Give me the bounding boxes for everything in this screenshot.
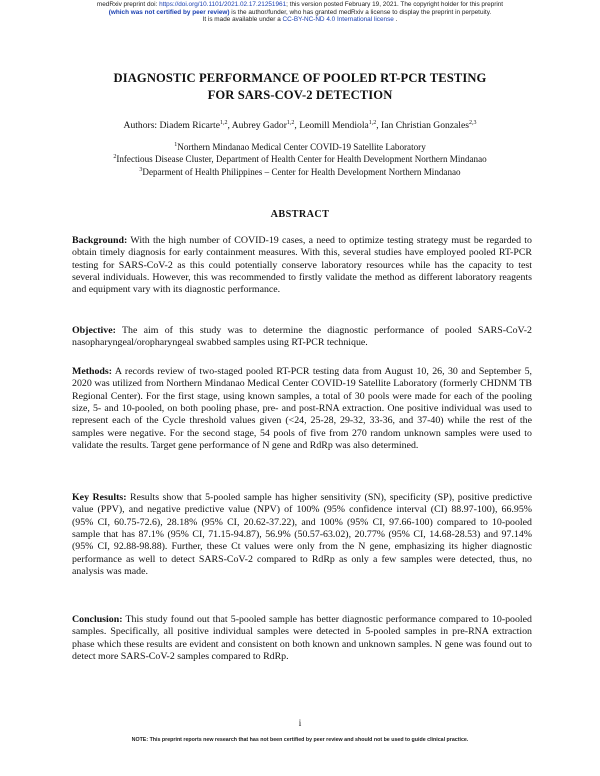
- affiliation-item: [40, 166, 560, 178]
- section-label: Conclusion:: [72, 614, 123, 625]
- title-line-2: FOR SARS-COV-2 DETECTION: [207, 88, 393, 102]
- preprint-footnote: NOTE: This preprint reports new research that has not been certified by peer review and should not be used to guide clinical practice.: [131, 737, 469, 743]
- section-label: Key Results:: [72, 492, 127, 503]
- section-text: The aim of this study was to determine the diagnostic performance of pooled SARS-CoV-2 nasopharyngeal/oropharyngeal swabbed samples using RT-PCR technique.: [72, 325, 532, 349]
- author-list: [40, 120, 560, 131]
- preprint-availability-text: It is made available under a: [202, 16, 283, 24]
- author-affiliation-sup: 2,3: [468, 119, 477, 126]
- license-link[interactable]: CC-BY-NC-ND 4.0 International license: [282, 16, 394, 24]
- section-text: This study found out that 5-pooled sample has better diagnostic performance compared to 10-pooled samples. Specifically, all positive individual samples were detected in 5-pooled samples in pre-RNA extraction phase which these results are evident and consistent on both known and unknown samples. N gene was found out to detect more SARS-CoV-2 samples compared to RdRp.: [72, 614, 532, 663]
- section-text: With the high number of COVID-19 cases, a need to optimize testing strategy must be regarded to obtain timely diagnosis for early containment measures. With this, several studies have employed pooled RT-PCR testing for SARS-CoV-2 as this could potentially conserve laboratory resources while has the capacity to test several individuals. However, this was recommended to firstly validate the method as different laboratory reagents and equipment vary with its diagnostic performance.: [72, 235, 532, 296]
- abstract-background: [72, 235, 532, 297]
- peer-review-notice: (which was not certified by peer review): [108, 8, 230, 16]
- author-name: Leomill Mendiola: [299, 120, 369, 131]
- abstract-conclusion: [72, 614, 532, 663]
- affiliation-number: 2: [113, 154, 117, 161]
- author-affiliation-sup: 1,2: [368, 119, 377, 126]
- title-line-1: DIAGNOSTIC PERFORMANCE OF POOLED RT-PCR TESTING: [113, 71, 487, 85]
- affiliation-item: [40, 153, 560, 165]
- preprint-notice: [0, 1, 600, 24]
- affiliation-text: Infectious Disease Cluster, Department of Health Center for Health Development Northern Mindanao: [116, 154, 487, 165]
- preprint-doi-prefix: medRxiv preprint doi:: [96, 1, 160, 8]
- abstract-objective: [72, 325, 532, 350]
- author-affiliation-sup: 1,2: [219, 119, 228, 126]
- abstract-key-results: [72, 492, 532, 578]
- author-name: Diadem Ricarte: [159, 120, 220, 131]
- doi-link[interactable]: https://doi.org/10.1101/2021.02.17.21251961: [159, 1, 287, 8]
- preprint-license-text: is the author/funder, who has granted medRxiv a license to display the preprint in perpetuity.: [229, 8, 492, 16]
- abstract-methods: [72, 366, 532, 452]
- authors-prefix: Authors:: [123, 120, 160, 131]
- affiliation-number: 1: [174, 141, 178, 148]
- author-affiliation-sup: 1,2: [286, 119, 295, 126]
- preprint-period: .: [393, 16, 398, 24]
- preprint-line-2: [0, 9, 600, 17]
- affiliation-text: Deparment of Health Philippines – Center for Health Development Northern Mindanao: [142, 166, 461, 177]
- author-separator: ,: [376, 120, 382, 131]
- author-name: Ian Christian Gonzales: [381, 120, 469, 131]
- preprint-copyright-text: ; this version posted February 19, 2021. The copyright holder for this preprint: [286, 1, 504, 8]
- affiliation-number: 3: [139, 166, 143, 173]
- preprint-line-3: [0, 16, 600, 24]
- preprint-line-1: [0, 1, 600, 9]
- author-separator: ,: [294, 120, 300, 131]
- section-text: A records review of two-staged pooled RT-PCR testing data from August 10, 26, 30 and September 5, 2020 was utilized from Northern Mindanao Medical Center COVID-19 Satellite Laboratory (formerly CHDNM TB Regional Center). For the first stage, using known samples, a total of 30 pools were made for each of the pooling size, 5- and 10-pooled, on both pooling phase, pre- and post-RNA extraction. One positive individual was used to represent each of the Cycle threshold values given (<24, 25-28, 29-32, 33-36, and 37-40) while the rest of the samples were negative. For the second stage, 54 pools of five from 270 random unknown samples were used to validate the results. Target gene performance of N gene and RdRp was also determined.: [72, 366, 532, 452]
- author-name: Aubrey Gador: [231, 120, 287, 131]
- author-separator: ,: [227, 120, 232, 131]
- section-label: Methods:: [72, 366, 113, 377]
- page-number: i: [298, 718, 302, 728]
- affiliation-item: [40, 141, 560, 153]
- section-label: Objective:: [72, 325, 116, 336]
- affiliation-text: Northern Mindanao Medical Center COVID-19 Satellite Laboratory: [177, 142, 426, 152]
- section-label: Background:: [72, 235, 128, 246]
- affiliation-list: [40, 141, 560, 178]
- abstract-heading: ABSTRACT: [270, 209, 330, 220]
- paper-title: [60, 70, 540, 104]
- section-text: Results show that 5-pooled sample has higher sensitivity (SN), specificity (SP), positive predictive value (PPV), and negative predictive value (NPV) of 100% (95% confidence interval (CI) 88.97-100), 66.95% (95% CI, 60.75-72.6), 28.18% (95% CI, 20.62-37.22), and 100% (95% CI, 97.66-100) compared to 10-pooled sample that has 87.1% (95% CI, 71.15-94.87), 56.9% (50.57-63.02), 20.77% (95% CI, 14.68-28.53) and 97.14% (95% CI, 92.88-98.88). Further, these Ct values were only from the N gene, emphasizing its higher diagnostic performance as well to detect SARS-CoV-2 compared to RdRp as only a few samples were detected, thus, no analysis was made.: [72, 492, 533, 578]
